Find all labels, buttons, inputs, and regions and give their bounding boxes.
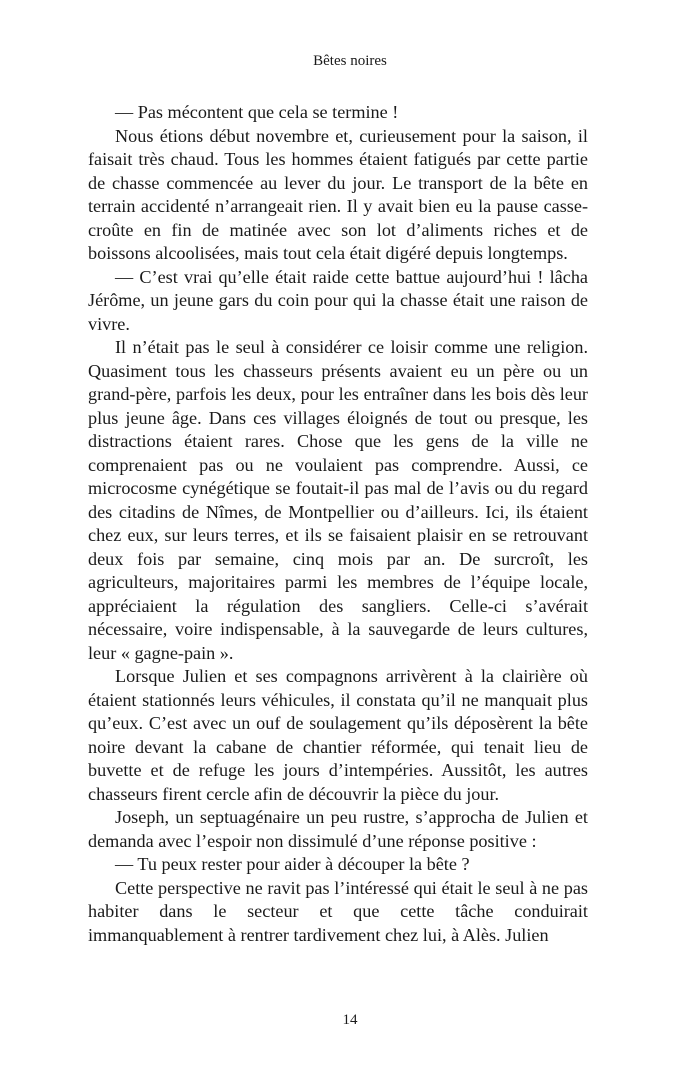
paragraph: — Pas mécontent que cela se termine ! bbox=[115, 102, 399, 122]
page-number: 14 bbox=[342, 1012, 358, 1028]
paragraph: — Tu peux rester pour aider à découper la bête ? bbox=[115, 854, 470, 874]
body-text bbox=[88, 101, 588, 947]
paragraph: — C’est vrai qu’elle était raide cette battue aujourd’hui ! lâcha Jérôme, un jeune gars du coin pour qui la chasse était une raison de vivre. bbox=[88, 266, 588, 334]
paragraph: Cette perspective ne ravit pas l’intéressé qui était le seul à ne pas habiter dans le secteur et que cette tâche conduirait immanquablement à rentrer tardivement chez lui, à Alès. Julien bbox=[88, 877, 588, 945]
paragraph: Lorsque Julien et ses compagnons arrivèrent à la clairière où étaient stationnés leurs véhicules, il constata qu’il ne manquait plus qu’eux. C’est avec un ouf de soulagement qu’ils déposèrent la bête noire devant la cabane de chantier réformée, qui tenait lieu de buvette et de refuge les jours d’intempéries. Aussitôt, les autres chasseurs firent cercle afin de découvrir la pièce du jour. bbox=[88, 666, 588, 804]
running-head-title: Bêtes noires bbox=[313, 53, 387, 69]
paragraph: Joseph, un septuagénaire un peu rustre, s’approcha de Julien et demanda avec l’espoir non dissimulé d’une réponse positive : bbox=[88, 807, 588, 851]
paragraph: Nous étions début novembre et, curieusement pour la saison, il faisait très chaud. Tous les hommes étaient fatigués par cette partie de chasse commencée au lever du jour. Le transport de la bête en terrain accidenté n’arrangeait rien. Il y avait bien eu la pause casse-croûte en fin de matinée avec son lot d’aliments riches et de boissons alcoolisées, mais tout cela était digéré depuis longtemps. bbox=[88, 125, 588, 263]
paragraph: Il n’était pas le seul à considérer ce loisir comme une religion. Quasiment tous les chasseurs présents avaient eu un père ou un grand-père, parfois les deux, pour les entraîner dans les bois dès leur plus jeune âge. Dans ces villages éloignés de tout ou presque, les distractions étaient rares. Chose que les gens de la ville ne comprenaient pas ou ne voulaient pas comprendre. Aussi, ce microcosme cynégétique se foutait-il pas mal de l’avis ou du regard des citadins de Nîmes, de Montpellier ou d’ailleurs. Ici, ils étaient chez eux, sur leurs terres, et ils se faisaient plaisir en se retrouvant deux fois par semaine, cinq mois par an. De surcroît, les agriculteurs, majoritaires parmi les membres de l’équipe locale, appréciaient la régulation des sangliers. Celle-ci s’avérait nécessaire, voire indispensable, à la sauvegarde de leurs cultures, leur « gagne-pain ». bbox=[88, 337, 588, 663]
